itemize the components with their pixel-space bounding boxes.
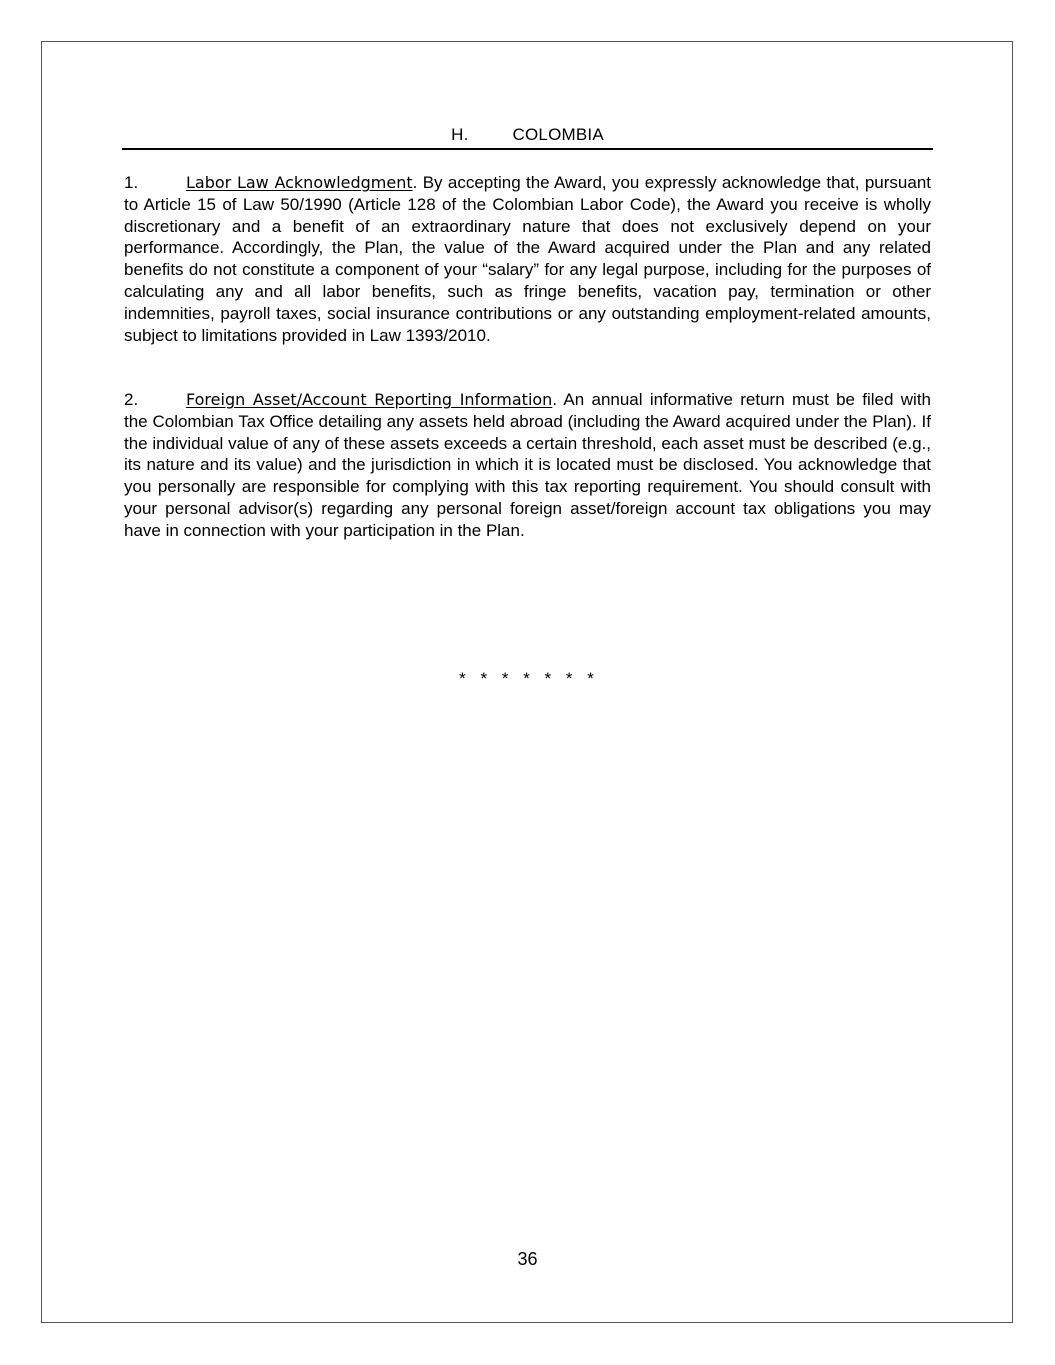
page-number: 36 xyxy=(517,1249,538,1269)
end-of-section-marker: * * * * * * * xyxy=(459,669,596,688)
section-letter: H. xyxy=(451,125,469,144)
paragraph-body: . An annual informative return must be filed with the Colombian Tax Office detailing any assets held abroad (including the Award acquired under the Plan). If the individual value of any of these assets exceeds a certain threshold, each asset must be described (e.g., its nature and its value) and the jurisdiction in which it is located must be disclosed. You acknowledge that you personally are responsible for complying with this tax reporting requirement. You should consult with your personal advisor(s) regarding any personal foreign asset/foreign account tax obligations you may have in connection with your participation in the Plan. xyxy=(124,390,931,540)
paragraph-foreign-asset xyxy=(124,389,931,542)
paragraph-title: Foreign Asset/Account Reporting Information xyxy=(186,390,553,409)
section-title: COLOMBIA xyxy=(512,125,604,144)
paragraph-number: 2. xyxy=(124,390,139,409)
paragraph-number: 1. xyxy=(124,173,139,192)
section-heading xyxy=(122,125,933,150)
paragraph-title: Labor Law Acknowledgment xyxy=(186,173,413,192)
paragraph-body: . By accepting the Award, you expressly acknowledge that, pursuant to Article 15 of Law 50/1990 (Article 128 of the Colombian Labor Code), the Award you receive is wholly discretionary and a benefit of an extraordinary nature that does not exclusively depend on your performance. Accordingly, the Plan, the value of the Award acquired under the Plan and any related benefits do not constitute a component of your “salary” for any legal purpose, including for the purposes of calculating any and all labor benefits, such as fringe benefits, vacation pay, termination or other indemnities, payroll taxes, social insurance contributions or any outstanding employment-related amounts, subject to limitations provided in Law 1393/2010. xyxy=(124,173,931,345)
paragraph-labor-law xyxy=(124,172,931,346)
